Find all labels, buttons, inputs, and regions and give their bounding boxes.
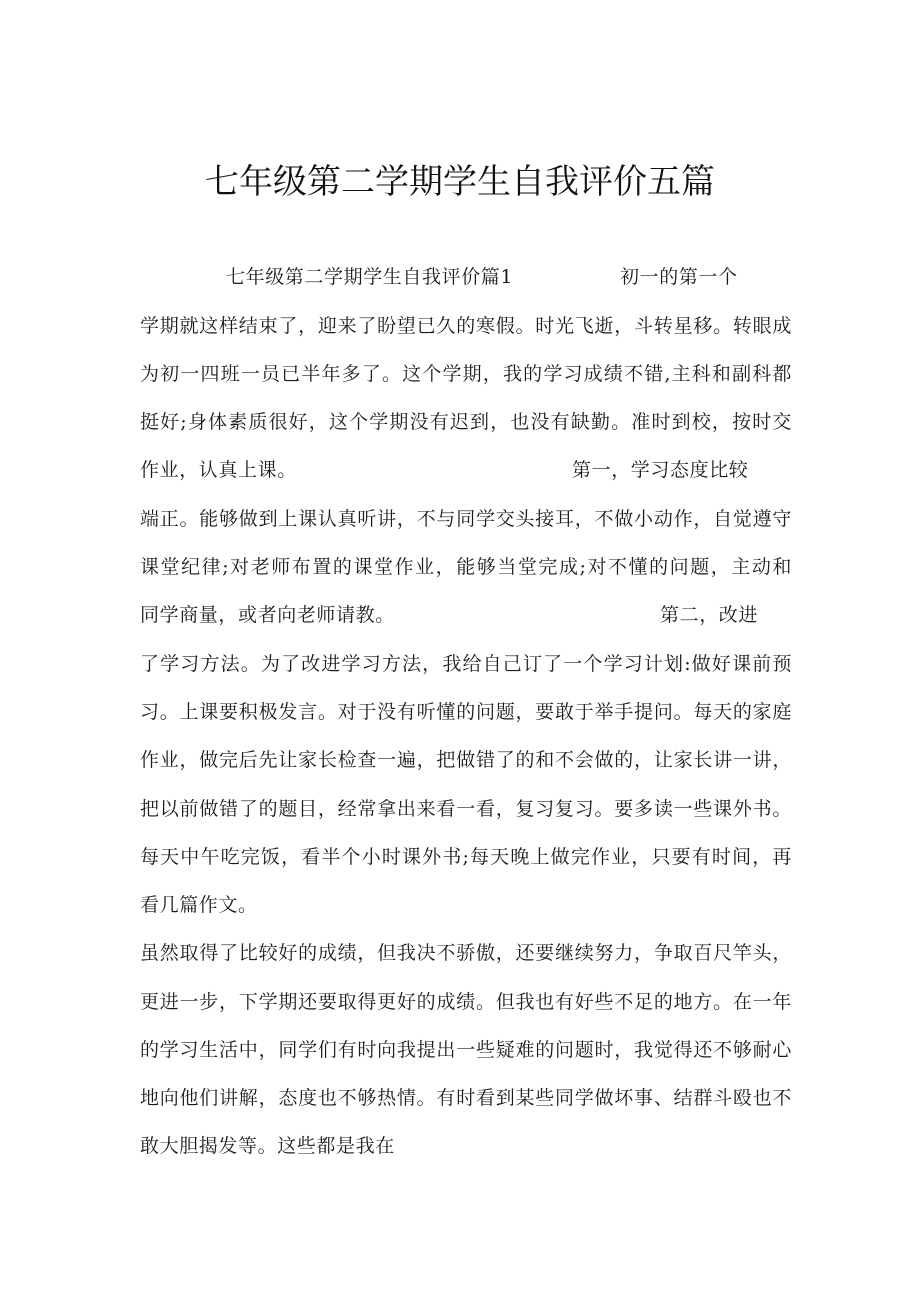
text-line: 把以前做错了的题目，经常拿出来看一看，复习复习。要多读一些课外书。: [140, 798, 792, 820]
text-segment: 第二，改进: [660, 604, 759, 626]
text-line: 每天中午吃完饭，看半个小时课外书;每天晚上做完作业，只要有时间，再: [140, 846, 792, 868]
text-line: 更进一步，下学期还要取得更好的成绩。但我也有好些不足的地方。在一年: [140, 991, 792, 1013]
text-line: 敢大胆揭发等。这些都是我在: [140, 1135, 395, 1157]
split-line: [140, 455, 792, 485]
heading-line: [140, 262, 792, 292]
text-segment: 同学商量，或者向老师请教。: [140, 604, 395, 626]
text-segment: 第一，学习态度比较: [572, 459, 749, 481]
text-line: 看几篇作文。: [140, 894, 258, 916]
section-heading: 七年级第二学期学生自我评价篇1: [226, 266, 514, 288]
text-line: 挺好;身体素质很好，这个学期没有迟到，也没有缺勤。准时到校，按时交: [140, 411, 792, 433]
text-line: 的学习生活中，同学们有时向我提出一些疑难的问题时，我觉得还不够耐心: [140, 1039, 792, 1061]
text-segment: 作业，认真上课。: [140, 459, 297, 481]
text-line: 虽然取得了比较好的成绩，但我决不骄傲，还要继续努力，争取百尺竿头，: [140, 942, 792, 964]
heading-tail-text: 初一的第一个: [620, 266, 738, 288]
text-line: 习。上课要积极发言。对于没有听懂的问题，要敢于举手提问。每天的家庭: [140, 701, 792, 723]
text-line: 学期就这样结束了，迎来了盼望已久的寒假。时光飞逝，斗转星移。转眼成: [140, 315, 792, 337]
text-line: 作业，做完后先让家长检查一遍，把做错了的和不会做的，让家长讲一讲，: [140, 749, 792, 771]
split-line: [140, 600, 792, 630]
text-line: 地向他们讲解，态度也不够热情。有时看到某些同学做坏事、结群斗殴也不: [140, 1087, 792, 1109]
text-line: 端正。能够做到上课认真听讲，不与同学交头接耳，不做小动作，自觉遵守: [140, 508, 792, 530]
text-line: 课堂纪律;对老师布置的课堂作业，能够当堂完成;对不懂的问题，主动和: [140, 556, 792, 578]
text-line: 为初一四班一员已半年多了。这个学期，我的学习成绩不错,主科和副科都: [140, 363, 792, 385]
text-line: 了学习方法。为了改进学习方法，我给自己订了一个学习计划:做好课前预: [140, 653, 792, 675]
document-title: 七年级第二学期学生自我评价五篇: [205, 162, 715, 202]
